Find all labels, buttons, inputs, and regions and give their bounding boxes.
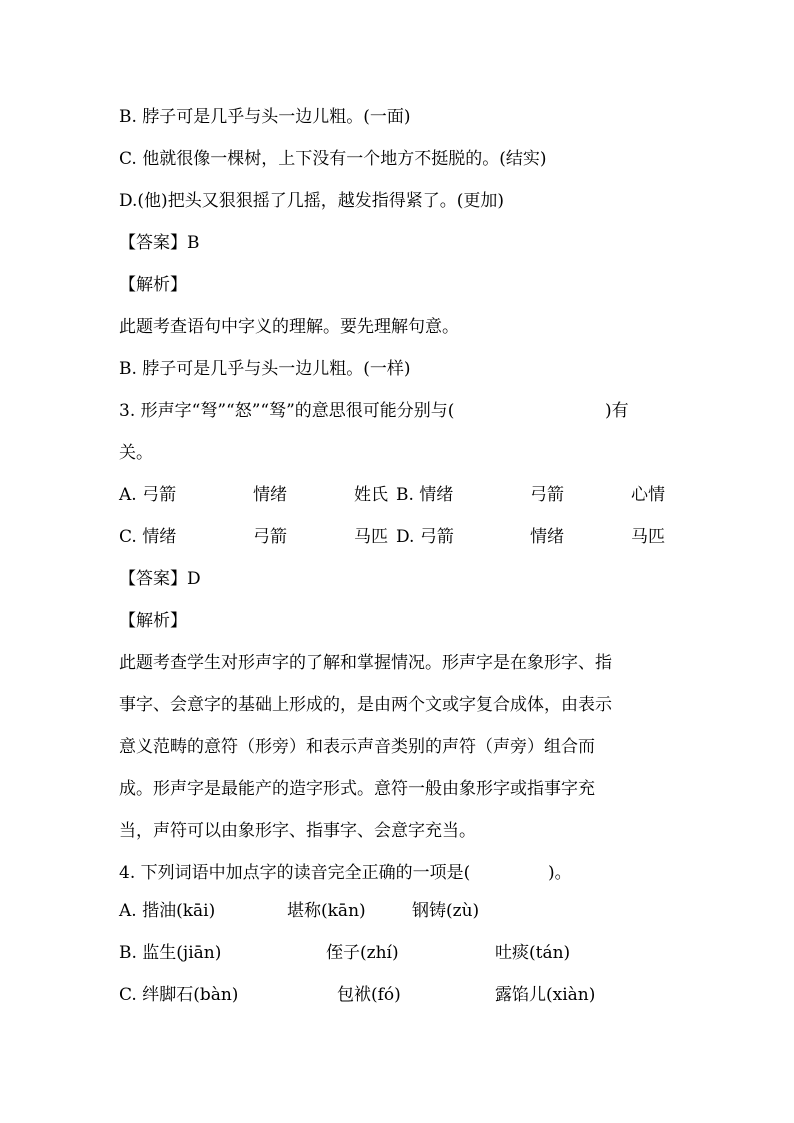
q4-option-c-1: C. 绊脚石(bàn) [119, 985, 239, 1005]
question-3-text: 3. 形声字“弩”“怒”“驽”的意思很可能分别与( [119, 401, 455, 421]
question-4-text: 4. 下列词语中加点字的读音完全正确的一项是( [119, 863, 471, 883]
q3-option-b-1: B. 情绪 [396, 485, 454, 505]
q4-option-b-1: B. 监生(jiān) [119, 943, 222, 963]
analysis-paragraph-line-5: 当，声符可以由象形字、指事字、会意字充当。 [119, 821, 476, 841]
answer-label-1: 【答案】B [119, 233, 200, 253]
analysis-label-1: 【解析】 [119, 275, 187, 295]
analysis-paragraph-line-3: 意义范畴的意符（形旁）和表示声音类别的声符（声旁）组合而 [119, 737, 595, 757]
question-3-wrap: 关。 [119, 443, 153, 463]
question-4-tail: )。 [548, 863, 572, 883]
analysis-paragraph-line-2: 事字、会意字的基础上形成的，是由两个文或字复合成体，由表示 [119, 695, 612, 715]
q3-option-d-1: D. 弓箭 [396, 527, 454, 547]
analysis-example: B. 脖子可是几乎与头一边儿粗。(一样) [119, 359, 411, 379]
q4-option-a-2: 堪称(kān) [287, 901, 366, 921]
q4-option-b-3: 吐痰(tán) [495, 943, 571, 963]
answer-label-2: 【答案】D [119, 569, 201, 589]
q3-option-d-2: 情绪 [530, 527, 564, 547]
option-d-text: D.(他)把头又狠狠摇了几摇，越发指得紧了。(更加) [119, 191, 504, 211]
question-3-tail: )有 [605, 401, 629, 421]
q4-option-c-2: 包袱(fó) [337, 985, 401, 1005]
q3-option-c-3: 马匹 [354, 527, 388, 547]
option-c-text: C. 他就很像一棵树，上下没有一个地方不挺脱的。(结实) [119, 149, 547, 169]
q3-option-a-3: 姓氏 [354, 485, 388, 505]
q3-option-b-2: 弓箭 [530, 485, 564, 505]
q3-option-d-3: 马匹 [631, 527, 665, 547]
q3-option-a-1: A. 弓箭 [119, 485, 177, 505]
analysis-paragraph-line-1: 此题考查学生对形声字的了解和掌握情况。形声字是在象形字、指 [119, 653, 612, 673]
analysis-label-2: 【解析】 [119, 611, 187, 631]
q3-option-c-1: C. 情绪 [119, 527, 177, 547]
option-b-text: B. 脖子可是几乎与头一边儿粗。(一面) [119, 107, 411, 127]
q3-option-b-3: 心情 [631, 485, 665, 505]
q4-option-c-3: 露馅儿(xiàn) [495, 985, 596, 1005]
q4-option-a-3: 钢铸(zù) [412, 901, 480, 921]
q4-option-a-1: A. 揩油(kāi) [119, 901, 216, 921]
q3-option-a-2: 情绪 [253, 485, 287, 505]
q4-option-b-2: 侄子(zhí) [326, 943, 399, 963]
analysis-text-1: 此题考查语句中字义的理解。要先理解句意。 [119, 317, 459, 337]
q3-option-c-2: 弓箭 [253, 527, 287, 547]
analysis-paragraph-line-4: 成。形声字是最能产的造字形式。意符一般由象形字或指事字充 [119, 779, 595, 799]
